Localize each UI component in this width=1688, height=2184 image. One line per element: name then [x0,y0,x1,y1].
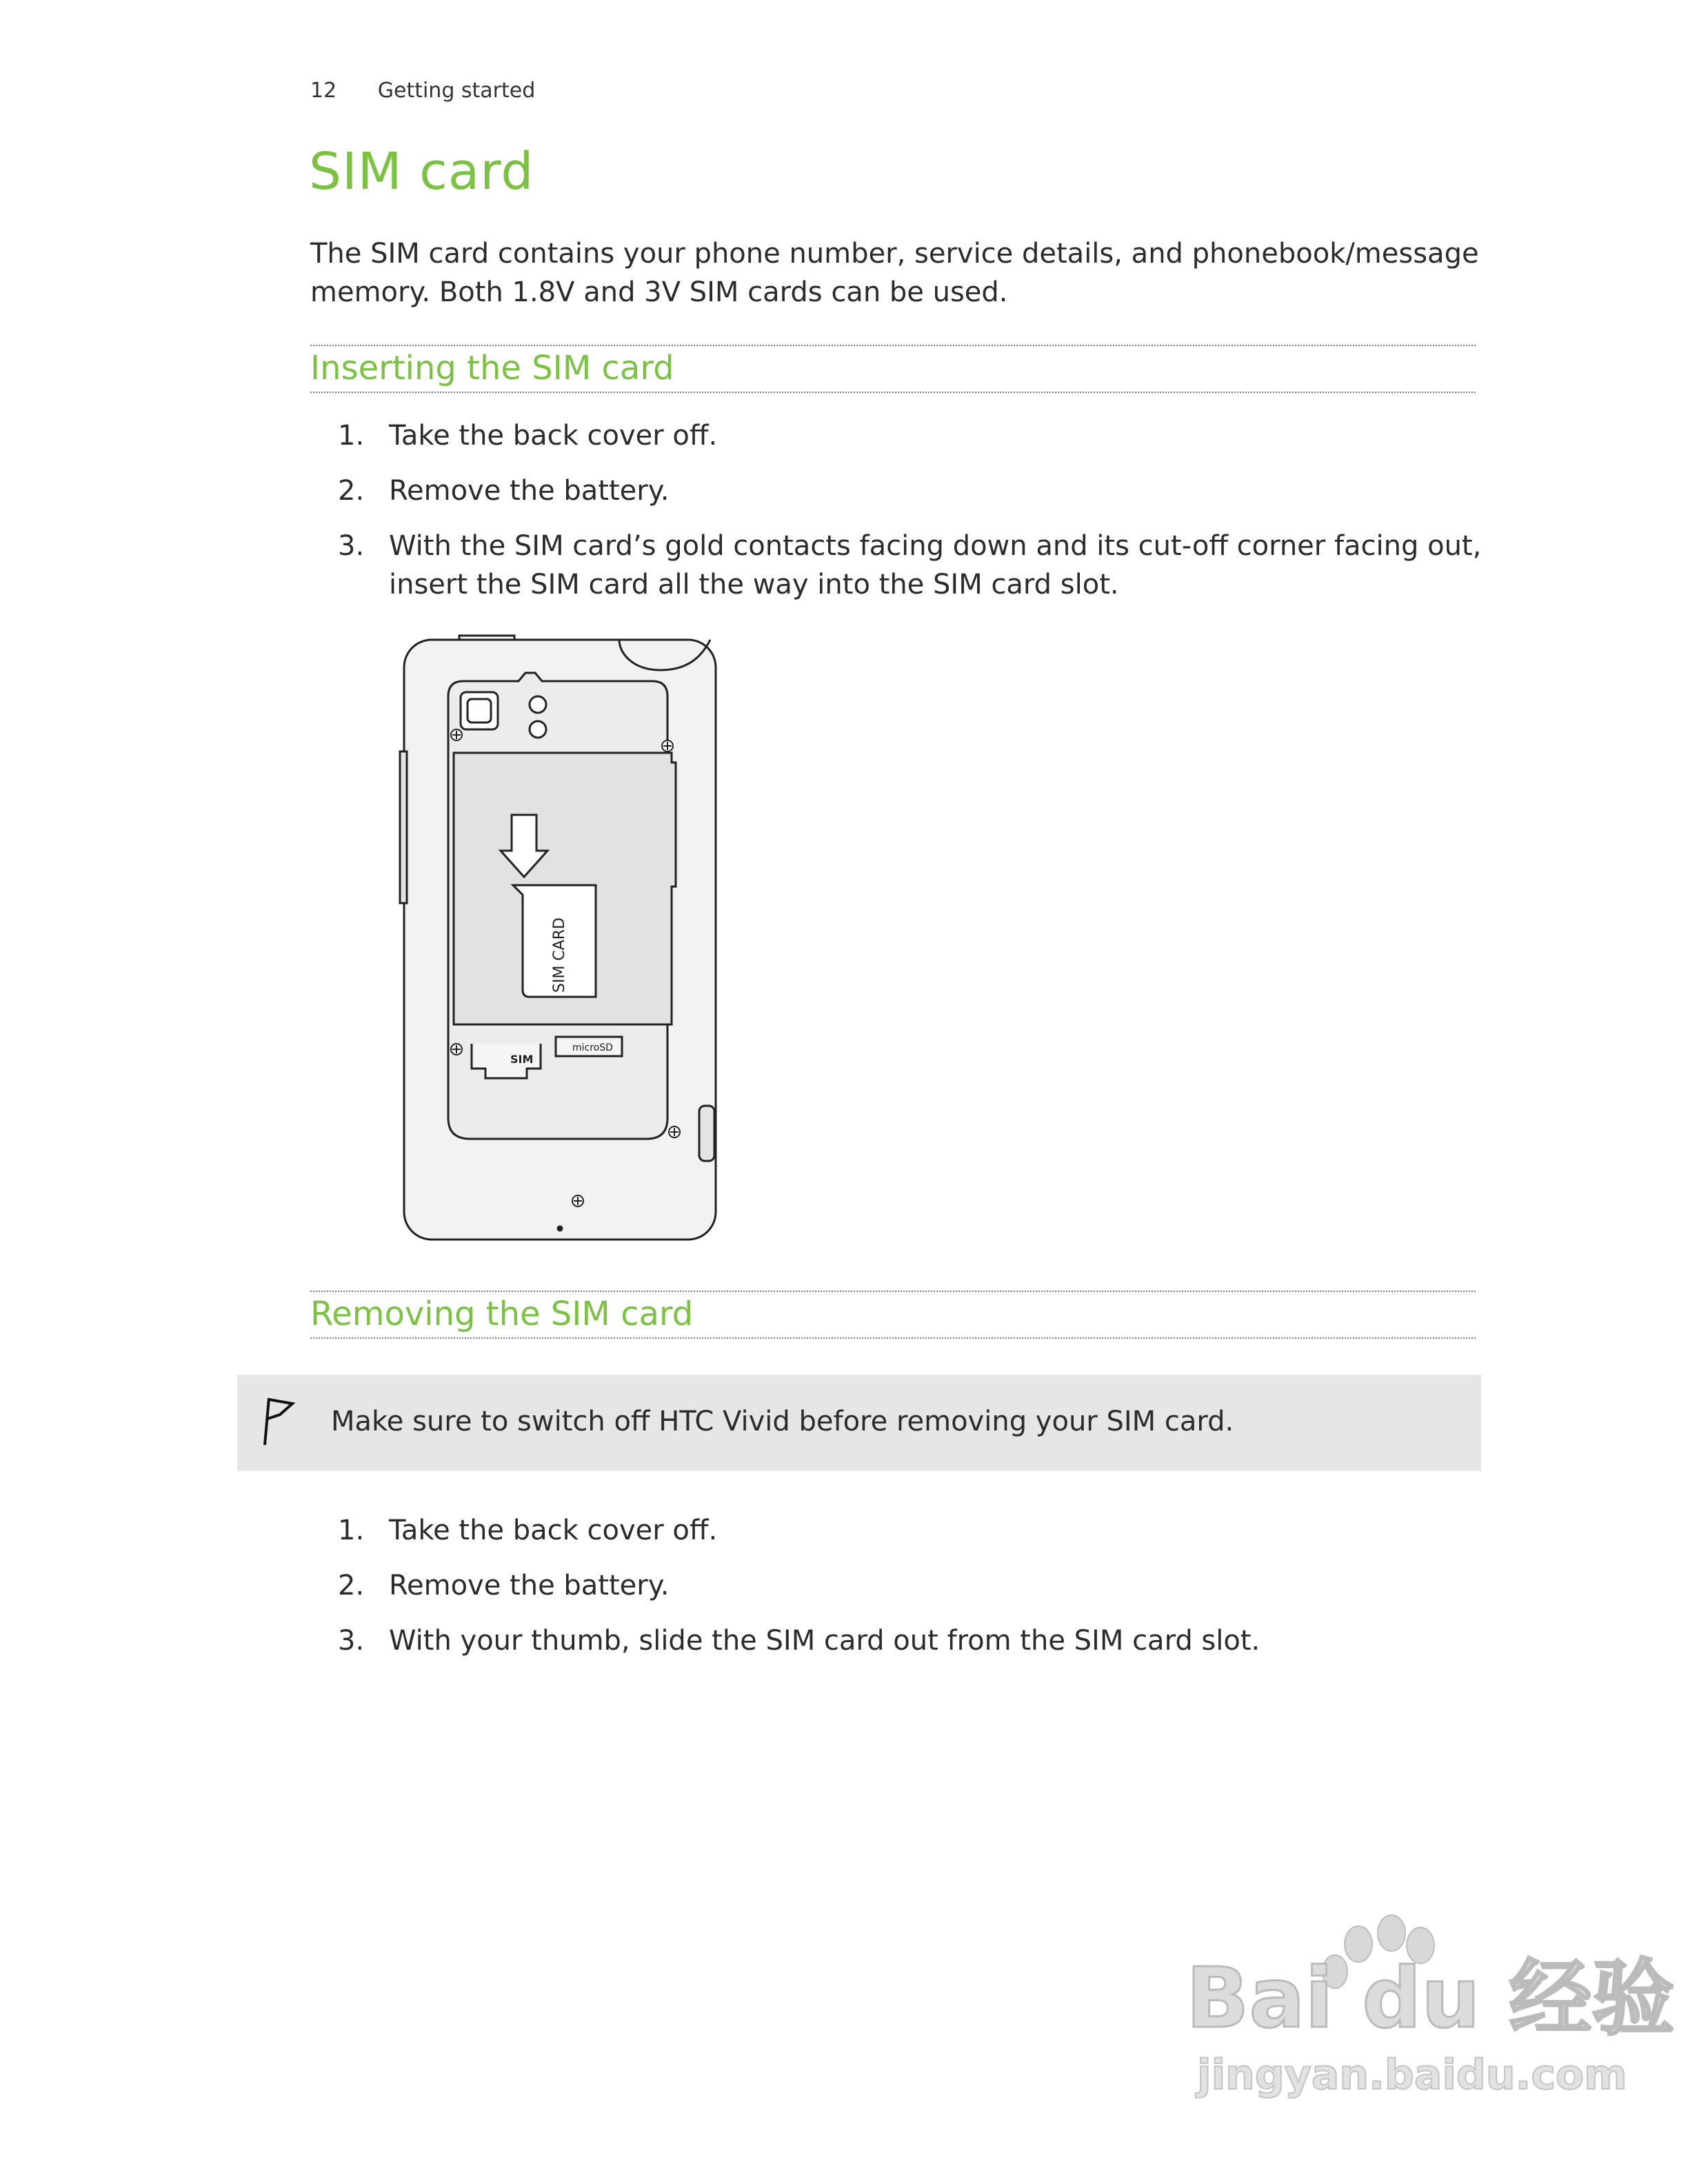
divider [310,345,1476,346]
step-number: 3. [338,1625,365,1657]
phone-illustration [400,634,724,1251]
chapter-name: Getting started [377,79,536,103]
page-title: SIM card [309,142,534,201]
step-text: Remove the battery. [389,475,670,507]
list-item [338,527,1496,604]
watermark-brand: Bai du 经验 [1186,1951,1675,2047]
step-text: Take the back cover off. [389,1515,718,1546]
step-number: 1. [338,1515,365,1546]
baidu-paw-logo [1172,1903,1675,2110]
note-callout [237,1375,1481,1471]
step-text: With your thumb, slide the SIM card out from the SIM card slot. [389,1625,1260,1657]
step-number: 3. [338,530,365,562]
section-heading-inserting: Inserting the SIM card [310,349,674,387]
intro-paragraph: The SIM card contains your phone number, service details, and phonebook/message memory. Both 1.8V and 3V SIM cards can be used. [310,238,1479,308]
step-number: 2. [338,475,365,507]
page-number: 12 [310,79,337,103]
watermark-url: jingyan.baidu.com [1197,2051,1627,2099]
list-item [338,1621,1496,1660]
list-item [338,1566,1496,1605]
step-text: With the SIM card’s gold contacts facing down and its cut-off corner facing out, insert the SIM card all the way into the SIM card slot. [389,530,1482,600]
microsd-slot-label: microSD [572,1042,613,1053]
note-text: Make sure to switch off HTC Vivid before removing your SIM card. [331,1406,1234,1437]
section-heading-removing: Removing the SIM card [310,1295,694,1333]
divider [310,1337,1476,1339]
step-number: 2. [338,1570,365,1601]
flag-icon [262,1394,297,1449]
list-item [338,416,1496,455]
step-number: 1. [338,420,365,452]
step-text: Take the back cover off. [389,420,718,452]
step-text: Remove the battery. [389,1570,670,1601]
baidu-watermark [1172,1903,1675,2112]
divider [310,392,1476,393]
divider [310,1291,1476,1292]
running-header [310,79,535,103]
phone-back-diagram [400,634,724,1248]
sim-card-label: SIM CARD [551,917,568,993]
list-item [338,472,1496,510]
list-item [338,1511,1496,1550]
sim-slot-label: SIM [510,1053,534,1066]
